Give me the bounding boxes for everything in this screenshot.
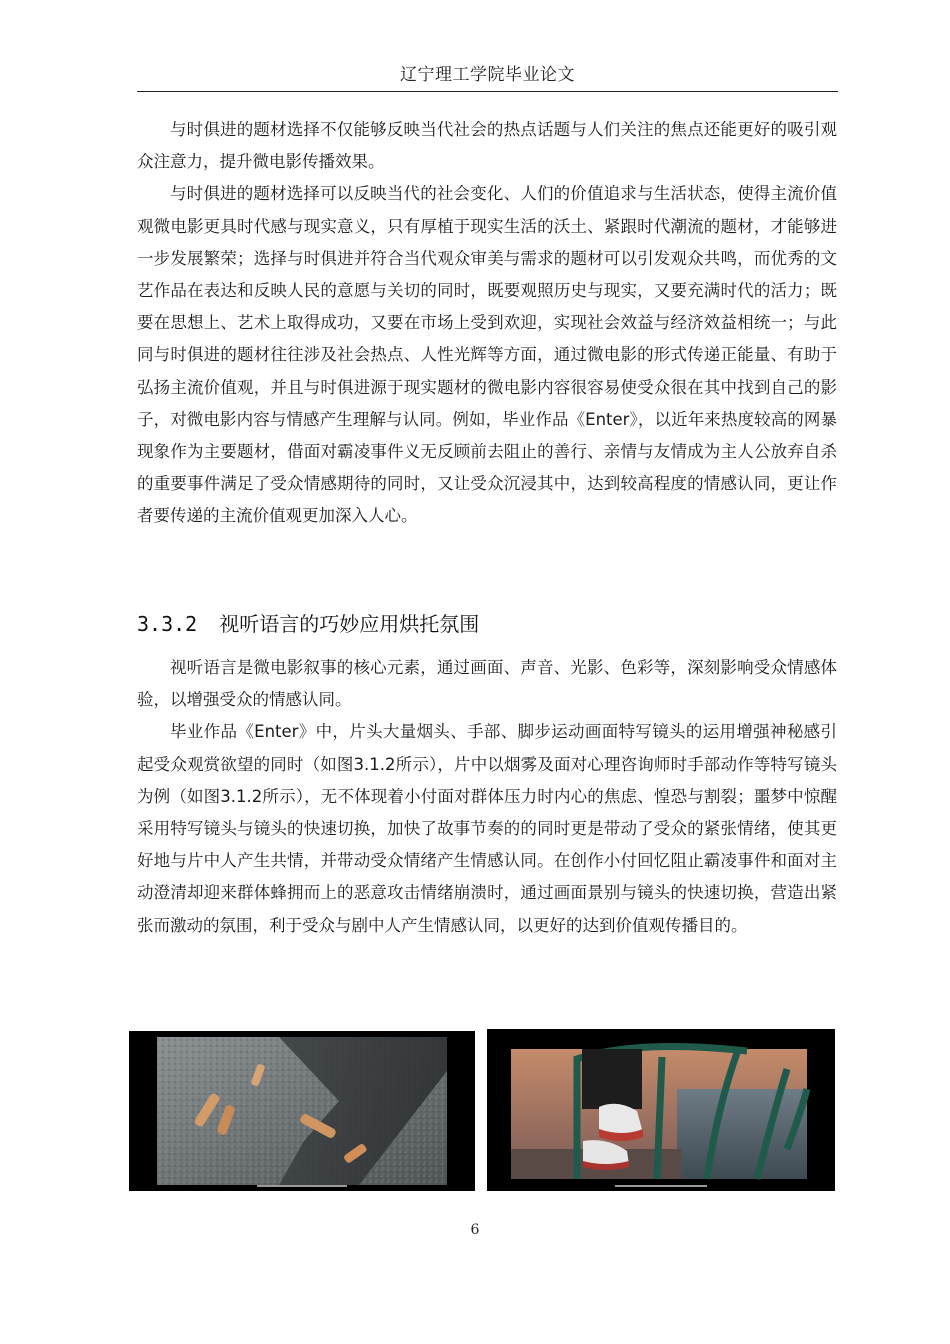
paragraph: 毕业作品《Enter》中，片头大量烟头、手部、脚步运动画面特写镜头的运用增强神秘感引起受众观赏欲望的同时（如图3.1.2所示），片中以烟雾及面对心理咨询师时手部动作等特写镜头为例（如图3.1.2所示），无不体现着小付面对群体压力时内心的焦虑、惶恐与割裂；噩梦中惊醒采用特写镜头与镜头的快速切换，加快了故事节奏的的同时更是带动了受众的紧张情绪，使其更好地与片中人产生共情，并带动受众情绪产生情感认同。在创作小付回忆阻止霸凌事件和面对主动澄清却迎来群体蜂拥而上的恶意攻击情绪崩溃时，通过画面景别与镜头的快速切换，营造出紧张而激动的氛围，利于受众与剧中人产生情感认同，以更好的达到价值观传播目的。 — [137, 722, 837, 935]
section-body-b — [137, 652, 837, 942]
page-number: 6 — [470, 1222, 480, 1238]
sneakers-railing-image — [487, 1029, 835, 1191]
running-header: 辽宁理工学院毕业论文 — [137, 60, 838, 92]
figure-cigarette-butts — [129, 1031, 475, 1191]
paragraph: 视听语言是微电影叙事的核心元素，通过画面、声音、光影、色彩等，深刻影响受众情感体验，以增强受众的情感认同。 — [137, 658, 837, 710]
section-body-a — [137, 114, 837, 533]
figure-sneakers-railing — [487, 1029, 835, 1191]
section-heading — [137, 608, 479, 637]
paragraph: 与时俱进的题材选择不仅能够反映当代社会的热点话题与人们关注的焦点还能更好的吸引观众注意力，提升微电影传播效果。 — [137, 120, 837, 172]
cigarette-butts-image — [129, 1031, 475, 1191]
paragraph: 与时俱进的题材选择可以反映当代的社会变化、人们的价值追求与生活状态，使得主流价值观微电影更具时代感与现实意义，只有厚植于现实生活的沃土、紧跟时代潮流的题材，才能够进一步发展繁荣；选择与时俱进并符合当代观众审美与需求的题材可以引发观众共鸣，而优秀的文艺作品在表达和反映人民的意愿与关切的同时，既要观照历史与现实，又要充满时代的活力；既要在思想上、艺术上取得成功，又要在市场上受到欢迎，实现社会效益与经济效益相统一；与此同与时俱进的题材往往涉及社会热点、人性光辉等方面，通过微电影的形式传递正能量、有助于弘扬主流价值观，并且与时俱进源于现实题材的微电影内容很容易使受众很在其中找到自己的影子，对微电影内容与情感产生理解与认同。例如，毕业作品《Enter》，以近年来热度较高的网暴现象作为主要题材，借面对霸凌事件义无反顾前去阻止的善行、亲情与友情成为主人公放弃自杀的重要事件满足了受众情感期待的同时，又让受众沉浸其中，达到较高程度的情感认同，更让作者要传递的主流价值观更加深入人心。 — [137, 184, 837, 526]
section-number: 3.3.2 — [137, 612, 198, 636]
section-title: 视听语言的巧妙应用烘托氛围 — [219, 612, 480, 636]
